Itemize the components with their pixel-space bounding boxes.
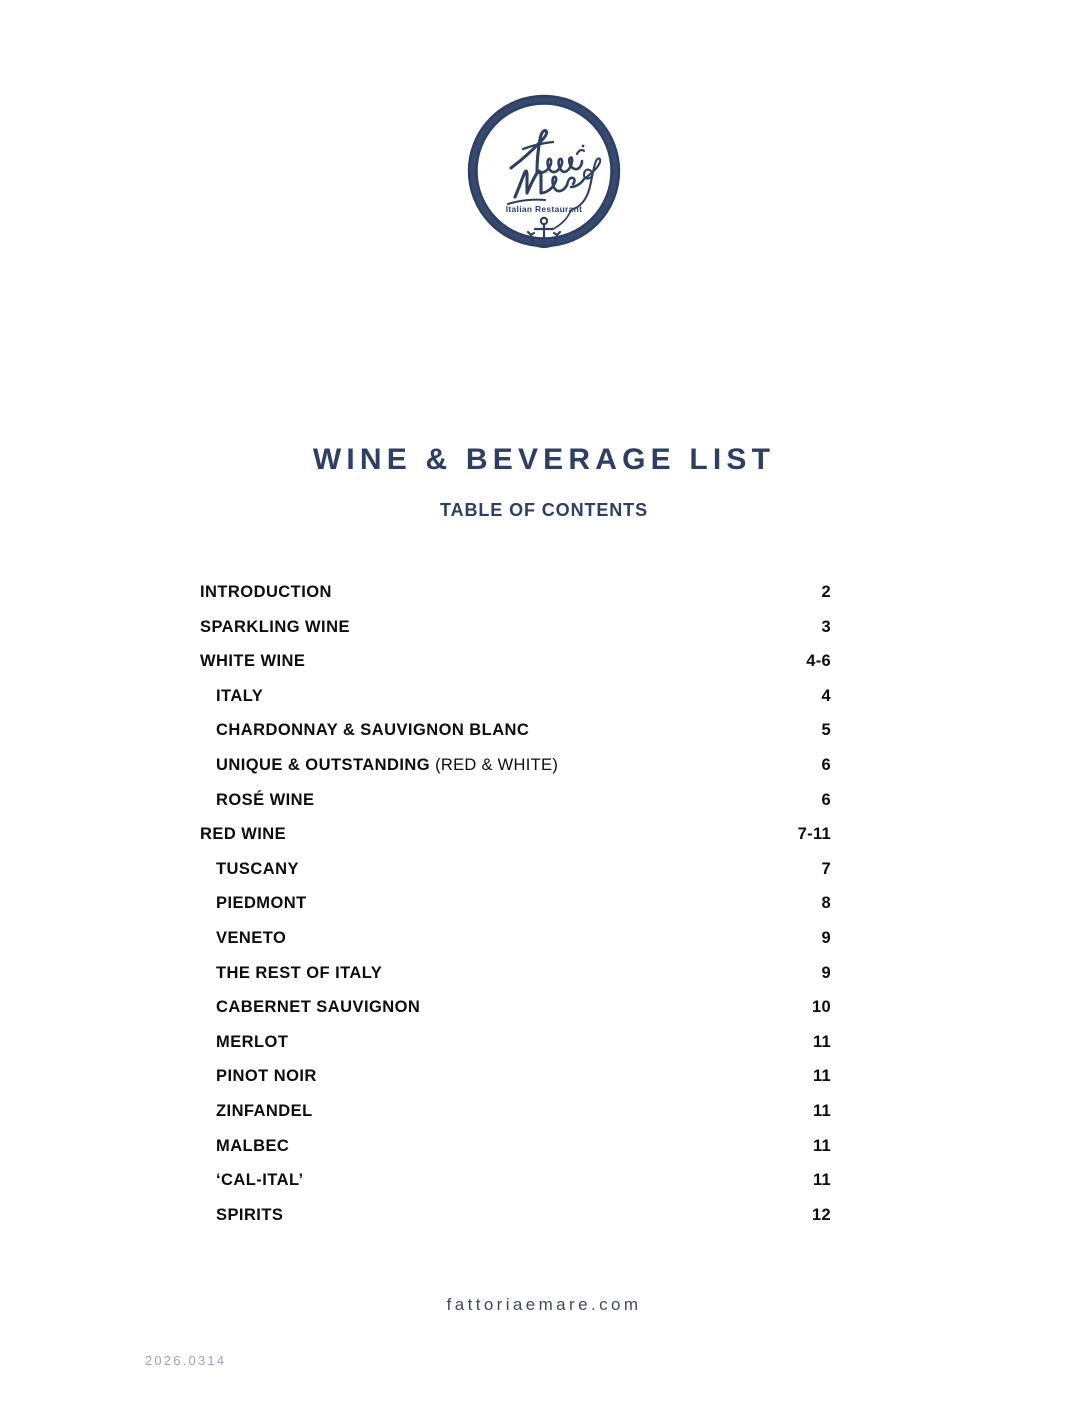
toc-entry[interactable]	[200, 618, 831, 653]
toc-entry-page: 9	[821, 963, 831, 982]
toc-entry-title: CHARDONNAY & SAUVIGNON BLANC	[216, 721, 530, 740]
toc-entry-page: 6	[821, 755, 831, 774]
toc-entry-label	[216, 791, 314, 810]
toc-entry-page: 4-6	[806, 652, 831, 671]
toc-entry-title: ITALY	[216, 686, 264, 705]
toc-entry-page: 11	[812, 1136, 831, 1155]
toc-entry-title: WHITE WINE	[200, 652, 306, 671]
toc-entry-page: 8	[821, 894, 831, 913]
toc-entry[interactable]	[200, 964, 831, 999]
toc-entry[interactable]	[200, 721, 831, 756]
toc-entry[interactable]	[200, 998, 831, 1033]
toc-entry-label	[216, 1033, 288, 1052]
toc-entry-title: RED WINE	[200, 825, 287, 844]
toc-entry[interactable]	[200, 687, 831, 722]
toc-entry[interactable]	[200, 825, 831, 860]
toc-entry-page: 6	[821, 790, 831, 809]
toc-entry[interactable]	[200, 1102, 831, 1137]
toc-entry-label	[216, 756, 558, 775]
toc-entry-page: 10	[812, 998, 831, 1017]
toc-entry-label	[200, 618, 350, 637]
toc-entry[interactable]	[200, 860, 831, 895]
toc-entry-title: MERLOT	[216, 1032, 289, 1051]
toc-entry-title: PIEDMONT	[216, 894, 307, 913]
toc-entry-page: 5	[821, 721, 831, 740]
toc-entry[interactable]	[200, 583, 831, 618]
toc-entry-title: ZINFANDEL	[216, 1101, 313, 1120]
toc-entry-page: 11	[812, 1032, 831, 1051]
page-title: WINE & BEVERAGE LIST	[312, 443, 776, 476]
toc-entry[interactable]	[200, 652, 831, 687]
toc-entry[interactable]	[200, 791, 831, 826]
toc-entry-label	[216, 998, 420, 1017]
page-subtitle: TABLE OF CONTENTS	[440, 500, 648, 520]
table-of-contents	[200, 583, 831, 1240]
toc-entry[interactable]	[200, 1171, 831, 1206]
toc-entry-label	[216, 721, 529, 740]
toc-entry-title: THE REST OF ITALY	[216, 963, 383, 982]
logo-tagline: Italian Restaurant	[505, 204, 583, 214]
toc-entry[interactable]	[200, 1033, 831, 1068]
toc-entry-title: VENETO	[216, 928, 287, 947]
footer-website[interactable]: fattoriaemare.com	[446, 1295, 642, 1314]
toc-entry-title: TUSCANY	[216, 859, 299, 878]
toc-entry-label	[216, 1137, 289, 1156]
toc-entry-label	[200, 652, 305, 671]
toc-entry-page: 12	[812, 1205, 831, 1224]
toc-entry-label	[216, 1067, 317, 1086]
toc-entry[interactable]	[200, 929, 831, 964]
toc-entry-label	[216, 1206, 283, 1225]
toc-entry[interactable]	[200, 894, 831, 929]
toc-entry-note: (RED & WHITE)	[435, 755, 559, 774]
toc-entry[interactable]	[200, 756, 831, 791]
toc-entry-label	[216, 929, 286, 948]
toc-entry-page: 9	[821, 928, 831, 947]
toc-entry-title: SPARKLING WINE	[200, 617, 350, 636]
toc-entry-label	[216, 964, 382, 983]
toc-entry[interactable]	[200, 1067, 831, 1102]
toc-entry-page: 2	[821, 583, 831, 601]
toc-entry-page: 7	[821, 859, 831, 878]
toc-entry-label	[200, 583, 332, 602]
toc-entry-page: 11	[812, 1101, 831, 1120]
logo-script-text	[508, 130, 600, 209]
toc-entry-label	[200, 825, 286, 844]
toc-entry-title: ‘CAL-ITAL’	[216, 1171, 304, 1190]
toc-entry-page: 11	[812, 1067, 831, 1086]
toc-entry-label	[216, 687, 263, 706]
toc-entry-label	[216, 1102, 313, 1121]
restaurant-logo	[465, 92, 623, 250]
toc-entry-page: 3	[821, 617, 831, 636]
toc-entry-title: CABERNET SAUVIGNON	[216, 998, 421, 1017]
toc-entry-title: UNIQUE & OUTSTANDING	[216, 755, 431, 774]
toc-entry-label	[216, 860, 299, 879]
toc-entry-label	[216, 894, 307, 913]
document-version: 2026.0314	[145, 1353, 227, 1368]
toc-entry-title: PINOT NOIR	[216, 1067, 317, 1086]
toc-entry[interactable]	[200, 1206, 831, 1241]
toc-entry-page: 4	[821, 686, 831, 705]
toc-entry-title: SPIRITS	[216, 1205, 284, 1224]
toc-entry-title: INTRODUCTION	[200, 583, 332, 601]
toc-entry-title: MALBEC	[216, 1136, 290, 1155]
toc-entry-page: 7-11	[797, 825, 831, 844]
toc-entry-page: 11	[812, 1171, 831, 1190]
toc-entry-label	[216, 1171, 304, 1190]
toc-entry-title: ROSÉ WINE	[216, 790, 315, 809]
toc-entry[interactable]	[200, 1137, 831, 1172]
